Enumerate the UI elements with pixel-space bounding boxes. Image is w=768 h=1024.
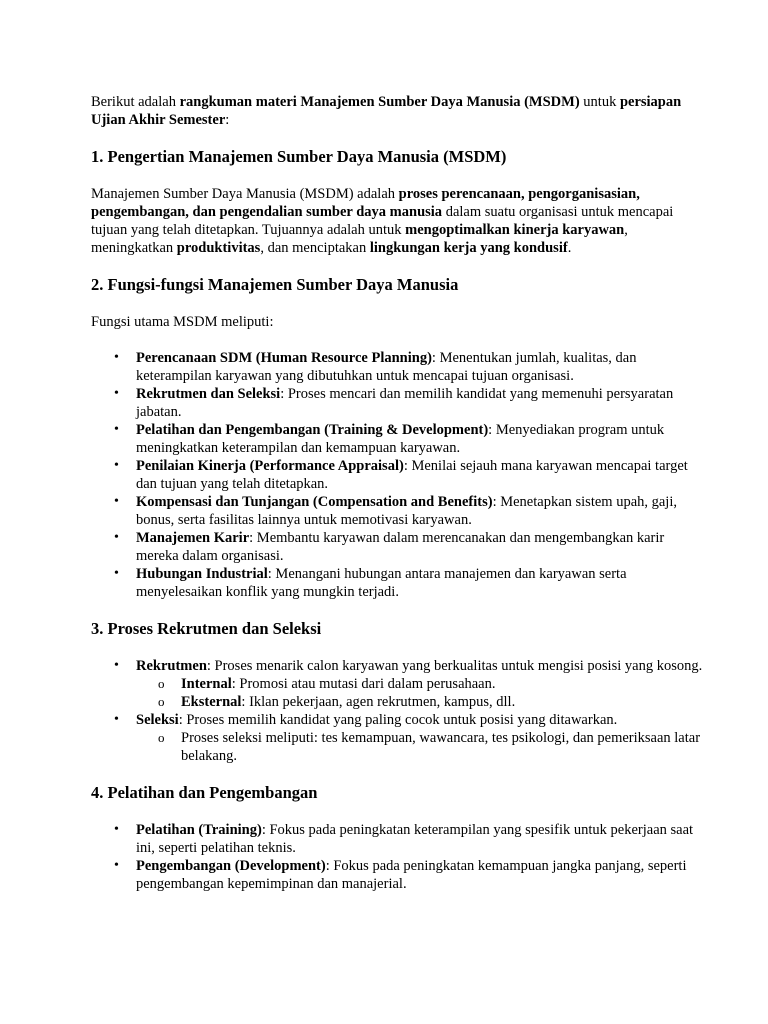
seleksi-sublist xyxy=(136,729,708,765)
list-item: • Kompensasi dan Tunjangan (Compensation and Benefits): Menetapkan sistem upah, gaji, bonus, serta fasilitas lainnya untuk memotivasi karyawan. xyxy=(136,493,708,529)
list-item: • Pengembangan (Development): Fokus pada peningkatan kemampuan jangka panjang, seperti pengembangan kepemimpinan dan manajerial. xyxy=(136,857,708,893)
list-item: • Manajemen Karir: Membantu karyawan dalam merencanakan dan mengembangkan karir mereka dalam organisasi. xyxy=(136,529,708,565)
intro-bold-topic: rangkuman materi Manajemen Sumber Daya Manusia (MSDM) xyxy=(179,94,580,110)
section-4-heading: 4. Pelatihan dan Pengembangan xyxy=(91,783,318,802)
section-3-heading: 3. Proses Rekrutmen dan Seleksi xyxy=(91,619,322,638)
list-item: • Pelatihan dan Pengembangan (Training & Development): Menyediakan program untuk meningkatkan keterampilan dan kemampuan karyawan. xyxy=(136,421,708,457)
intro-bold-purpose: persiapan Ujian Akhir Semester xyxy=(91,94,682,128)
section-3-list xyxy=(91,657,708,765)
section-2-heading: 2. Fungsi-fungsi Manajemen Sumber Daya Manusia xyxy=(91,275,459,294)
list-item: • Hubungan Industrial: Menangani hubungan antara manajemen dan karyawan serta menyelesaikan konflik yang mungkin terjadi. xyxy=(136,565,708,601)
list-item: • Penilaian Kinerja (Performance Appraisal): Menilai sejauh mana karyawan mencapai target dan tujuan yang telah ditetapkan. xyxy=(136,457,708,493)
list-item-seleksi: • Seleksi: Proses memilih kandidat yang paling cocok untuk posisi yang ditawarkan. o Proses seleksi meliputi: tes kemampuan, wawancara, tes psikologi, dan pemeriksaan latar belakang. xyxy=(136,711,708,765)
list-item: • Perencanaan SDM (Human Resource Planning): Menentukan jumlah, kualitas, dan keterampilan karyawan yang dibutuhkan untuk mencapai tujuan organisasi. xyxy=(136,349,708,385)
section-2-lead: Fungsi utama MSDM meliputi: xyxy=(91,314,274,330)
sub-list-item: o Internal: Promosi atau mutasi dari dalam perusahaan. xyxy=(181,675,708,693)
list-item: • Pelatihan (Training): Fokus pada peningkatan keterampilan yang spesifik untuk pekerjaan saat ini, seperti pelatihan teknis. xyxy=(136,821,708,857)
section-4-list xyxy=(91,821,708,893)
rekrutmen-sublist xyxy=(136,675,708,711)
section-1-paragraph: Manajemen Sumber Daya Manusia (MSDM) adalah proses perencanaan, pengorganisasian, pengembangan, dan pengendalian sumber daya manusia dalam suatu organisasi untuk mencapai tujuan yang telah ditetapkan. Tujuannya adalah untuk mengoptimalkan kinerja karyawan, meningkatkan produktivitas, dan menciptakan lingkungan kerja yang kondusif. xyxy=(91,186,674,256)
section-2-list xyxy=(91,349,708,601)
list-item-rekrutmen: • Rekrutmen: Proses menarik calon karyawan yang berkualitas untuk mengisi posisi yang kosong. o Internal: Promosi atau mutasi dari dalam perusahaan. o Eksternal: Iklan pekerjaan, agen rekrutmen, kampus, dll. xyxy=(136,657,708,711)
sub-list-item: o Proses seleksi meliputi: tes kemampuan, wawancara, tes psikologi, dan pemeriksaan latar belakang. xyxy=(181,729,708,765)
section-1-heading: 1. Pengertian Manajemen Sumber Daya Manusia (MSDM) xyxy=(91,147,507,166)
intro-paragraph: Berikut adalah rangkuman materi Manajemen Sumber Daya Manusia (MSDM) untuk persiapan Ujian Akhir Semester: xyxy=(91,94,682,128)
sub-list-item: o Eksternal: Iklan pekerjaan, agen rekrutmen, kampus, dll. xyxy=(181,693,708,711)
list-item: • Rekrutmen dan Seleksi: Proses mencari dan memilih kandidat yang memenuhi persyaratan jabatan. xyxy=(136,385,708,421)
